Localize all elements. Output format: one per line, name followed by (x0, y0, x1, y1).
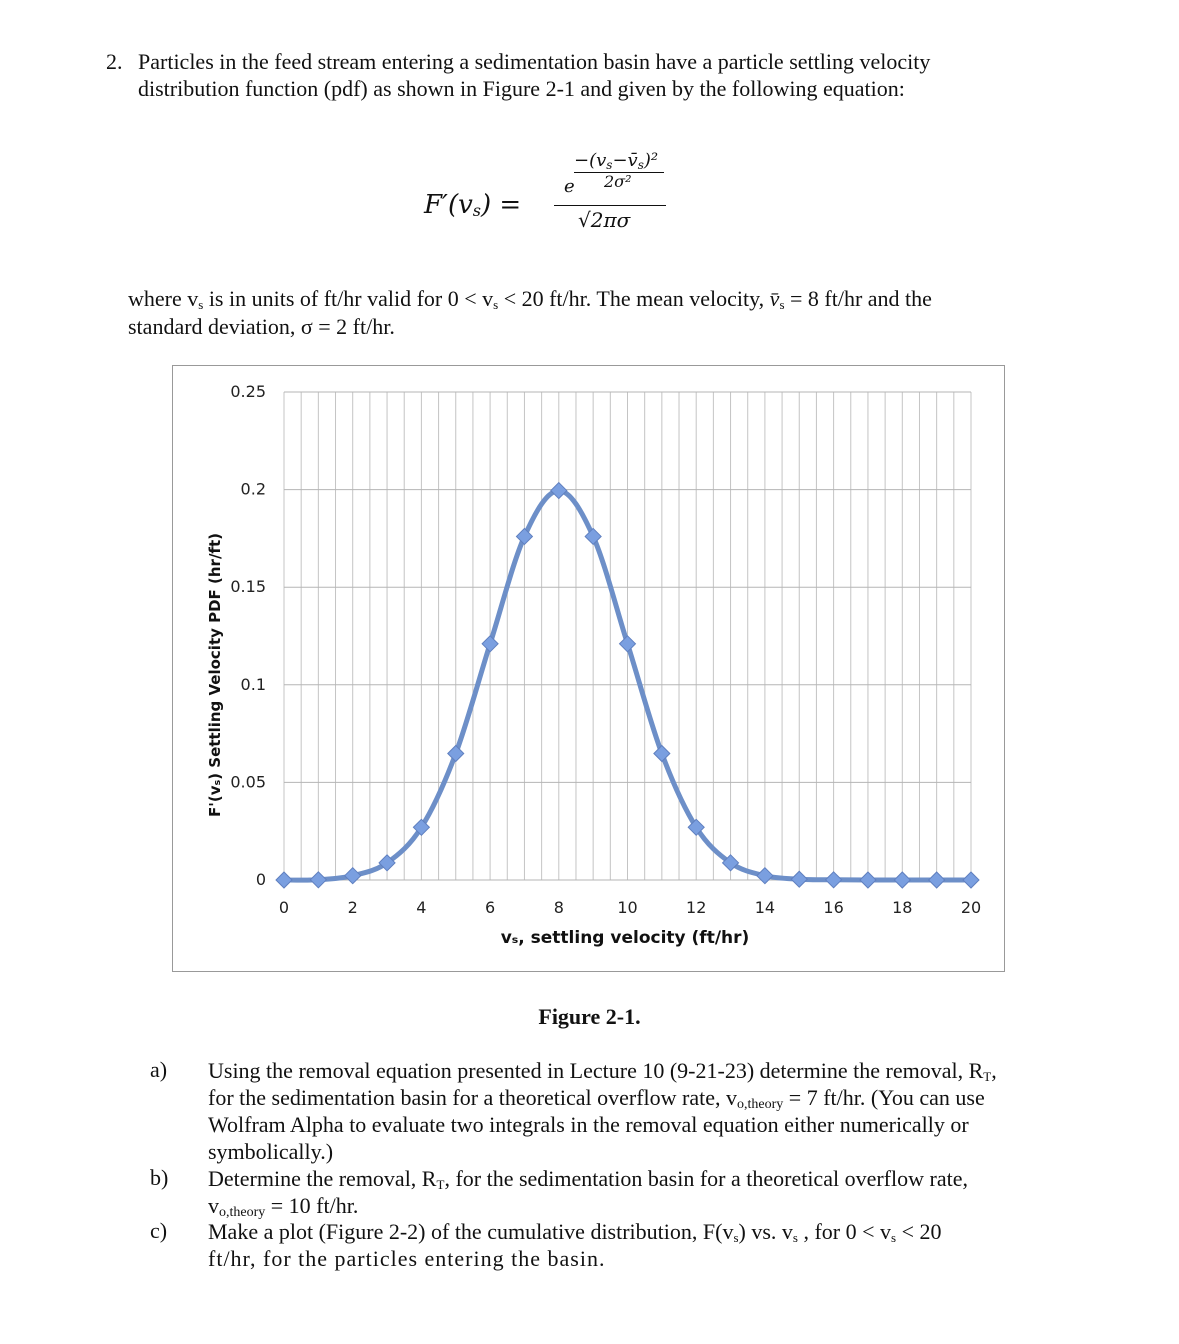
eq-lhs-close: ) = (481, 190, 522, 220)
item-b-text: Determine the removal, $R_T$, for the sedimentation basin for a theoretical overflow rate, $v_{o,theory} = 10$ ft/hr. (208, 1166, 968, 1220)
x-tick-label: 10 (617, 898, 638, 917)
data-point (826, 872, 842, 888)
eq-lhs-sub: s (472, 201, 481, 220)
problem-number: 2. (106, 49, 123, 74)
data-point (276, 872, 292, 888)
figure-caption: Figure 2-1. (538, 1004, 641, 1029)
y-axis-label: F'(vₛ) Settling Velocity PDF (hr/ft) (206, 533, 224, 817)
eq-denominator: √2πσ (578, 208, 631, 232)
eq-e: e (564, 176, 575, 197)
data-point (551, 483, 567, 499)
y-tick-label: 0.2 (240, 479, 266, 499)
x-tick-label: 18 (892, 898, 913, 917)
data-point (929, 872, 945, 888)
data-point (757, 868, 773, 884)
y-tick-label: 0 (255, 870, 266, 889)
item-a-label: a) (150, 1057, 168, 1082)
y-tick-label: 0.15 (230, 577, 266, 597)
x-tick-label: 14 (754, 898, 776, 917)
x-tick-label: 16 (823, 898, 844, 917)
data-point (585, 528, 601, 544)
item-c-label: c) (150, 1218, 168, 1243)
item-b-label: b) (150, 1165, 169, 1190)
problem-intro-line2: distribution function (pdf) as shown in Figure 2-1 and given by the following equation: (138, 76, 905, 101)
item-c-text: Make a plot (Figure 2-2) of the cumulative distribution, $F(v_s)$ vs. $v_s$ , for $0 < v_s < 20$ ft/hr, for the particles entering the basin. (208, 1219, 942, 1271)
x-tick-label: 0 (278, 898, 290, 917)
x-axis-label: vₛ, settling velocity (ft/hr) (500, 928, 750, 948)
data-point (310, 872, 326, 888)
y-tick-label: 0.05 (230, 772, 266, 792)
eq-exp-den: 2σ² (604, 172, 632, 191)
data-point (963, 872, 979, 888)
problem-intro-line1: Particles in the feed stream entering a sedimentation basin have a particle settling velocity (138, 49, 931, 74)
data-point (791, 871, 807, 887)
x-tick-label: 12 (686, 898, 707, 917)
std-deviation-text: standard deviation, σ = 2 ft/hr. (128, 314, 395, 339)
data-point (482, 636, 498, 652)
y-tick-label: 0.1 (240, 674, 266, 694)
y-tick-label: 0.25 (230, 382, 266, 401)
eq-exp-num: $-(v_s-v̄_s)^2$ (574, 150, 659, 172)
data-point (894, 872, 910, 888)
variable-definition: where $v_s$ is in units of ft/hr valid for $0 < v_s < 20$ ft/hr. The mean velocity, $v̄_s = 8$ ft/hr and the (128, 286, 932, 312)
x-tick-label: 6 (485, 898, 496, 917)
pdf-chart (172, 365, 1005, 972)
item-a-text: Using the removal equation presented in Lecture 10 (9-21-23) determine the removal, $R_T$, for the sedimentation basin for a theoretical overflow rate, $v_{o,theory} = 7$ ft/hr. (You can use Wolfram Alpha to evaluate two integrals in the removal equation either numerically or symbolically.) (208, 1058, 997, 1164)
data-point (448, 746, 464, 762)
data-point (345, 868, 361, 884)
pdf-equation (424, 150, 684, 240)
x-tick-label: 20 (960, 898, 982, 917)
x-tick-label: 4 (416, 898, 427, 917)
data-point (620, 636, 636, 652)
data-point (654, 746, 670, 762)
x-tick-label: 8 (553, 898, 564, 917)
x-tick-label: 2 (347, 898, 358, 917)
eq-lhs: F′(v (424, 190, 473, 220)
data-point (860, 872, 876, 888)
data-point (516, 528, 532, 544)
